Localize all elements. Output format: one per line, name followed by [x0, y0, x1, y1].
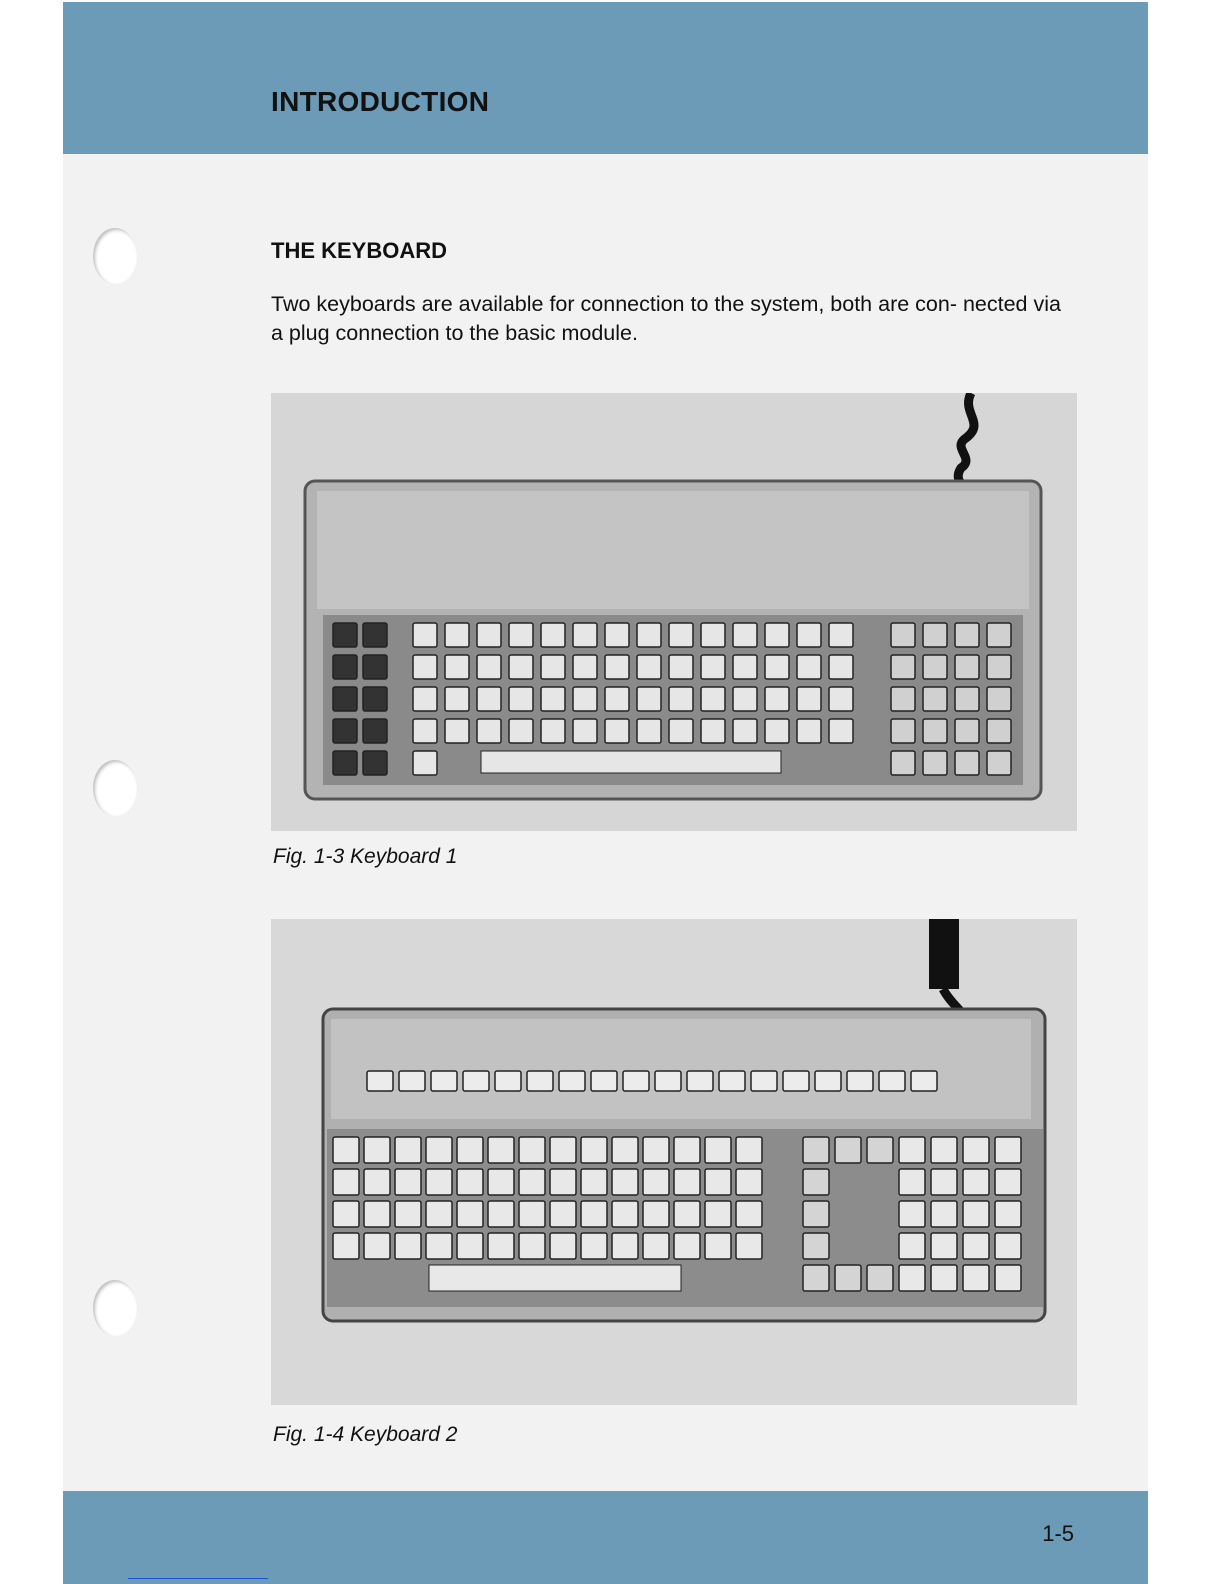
key-shape — [674, 1201, 700, 1227]
key-shape — [995, 1137, 1021, 1163]
key-shape — [643, 1201, 669, 1227]
key-shape — [395, 1233, 421, 1259]
key-shape — [541, 655, 565, 679]
key-shape — [891, 751, 915, 775]
key-shape — [829, 687, 853, 711]
key-shape — [581, 1233, 607, 1259]
key-shape — [457, 1233, 483, 1259]
key-shape — [581, 1137, 607, 1163]
keyboard-2-illustration — [271, 919, 1077, 1405]
key-shape — [765, 719, 789, 743]
key-shape — [987, 655, 1011, 679]
key-shape — [637, 719, 661, 743]
key-shape — [573, 719, 597, 743]
key-shape — [605, 623, 629, 647]
key-shape — [923, 687, 947, 711]
key-shape — [399, 1071, 425, 1091]
key-shape — [803, 1201, 829, 1227]
key-shape — [891, 623, 915, 647]
key-shape — [955, 719, 979, 743]
key-shape — [835, 1137, 861, 1163]
key-shape — [899, 1169, 925, 1195]
key-shape — [899, 1233, 925, 1259]
key-shape — [687, 1071, 713, 1091]
key-shape — [550, 1201, 576, 1227]
key-shape — [669, 655, 693, 679]
key-shape — [923, 623, 947, 647]
key-shape — [797, 655, 821, 679]
key-shape — [363, 751, 387, 775]
key-shape — [363, 719, 387, 743]
key-shape — [426, 1137, 452, 1163]
key-shape — [581, 1201, 607, 1227]
header-band — [63, 2, 1148, 154]
key-shape — [477, 623, 501, 647]
key-shape — [931, 1169, 957, 1195]
key-shape — [643, 1137, 669, 1163]
key-shape — [541, 623, 565, 647]
key-shape — [643, 1233, 669, 1259]
key-shape — [363, 655, 387, 679]
key-shape — [519, 1169, 545, 1195]
key-shape — [457, 1201, 483, 1227]
key-shape — [803, 1265, 829, 1291]
key-shape — [987, 687, 1011, 711]
key-shape — [701, 687, 725, 711]
key-shape — [963, 1169, 989, 1195]
key-shape — [367, 1071, 393, 1091]
key-shape — [413, 751, 437, 775]
key-shape — [829, 623, 853, 647]
key-shape — [573, 623, 597, 647]
key-shape — [519, 1201, 545, 1227]
key-shape — [891, 687, 915, 711]
key-shape — [333, 1169, 359, 1195]
key-shape — [911, 1071, 937, 1091]
key-shape — [963, 1137, 989, 1163]
key-shape — [995, 1265, 1021, 1291]
key-shape — [931, 1233, 957, 1259]
key-shape — [674, 1233, 700, 1259]
key-shape — [995, 1169, 1021, 1195]
key-shape — [891, 655, 915, 679]
key-shape — [733, 687, 757, 711]
key-shape — [963, 1201, 989, 1227]
key-shape — [797, 719, 821, 743]
key-shape — [803, 1169, 829, 1195]
keyboard-1-photo — [271, 393, 1077, 831]
key-shape — [605, 719, 629, 743]
chapter-title: INTRODUCTION — [271, 86, 490, 117]
key-shape — [509, 655, 533, 679]
key-shape — [573, 687, 597, 711]
key-shape — [477, 719, 501, 743]
key-shape — [426, 1233, 452, 1259]
key-shape — [705, 1201, 731, 1227]
space-bar-shape — [429, 1265, 681, 1291]
key-shape — [995, 1201, 1021, 1227]
key-shape — [669, 719, 693, 743]
key-shape — [765, 623, 789, 647]
key-shape — [445, 719, 469, 743]
key-shape — [364, 1169, 390, 1195]
key-shape — [931, 1137, 957, 1163]
key-shape — [395, 1137, 421, 1163]
key-shape — [995, 1233, 1021, 1259]
key-shape — [519, 1137, 545, 1163]
key-shape — [488, 1169, 514, 1195]
binder-hole-middle — [93, 760, 137, 816]
key-shape — [701, 623, 725, 647]
key-shape — [333, 1201, 359, 1227]
key-shape — [477, 687, 501, 711]
key-shape — [333, 719, 357, 743]
key-shape — [457, 1137, 483, 1163]
key-shape — [605, 655, 629, 679]
key-shape — [519, 1233, 545, 1259]
key-shape — [751, 1071, 777, 1091]
key-shape — [550, 1233, 576, 1259]
key-shape — [783, 1071, 809, 1091]
key-shape — [815, 1071, 841, 1091]
key-shape — [803, 1233, 829, 1259]
key-shape — [923, 751, 947, 775]
key-shape — [705, 1137, 731, 1163]
key-shape — [363, 623, 387, 647]
key-shape — [797, 687, 821, 711]
key-shape — [605, 687, 629, 711]
key-shape — [797, 623, 821, 647]
key-shape — [413, 623, 437, 647]
key-shape — [879, 1071, 905, 1091]
key-shape — [931, 1201, 957, 1227]
key-shape — [829, 719, 853, 743]
space-bar-shape — [481, 751, 781, 773]
key-shape — [612, 1169, 638, 1195]
key-shape — [891, 719, 915, 743]
key-shape — [955, 655, 979, 679]
key-shape — [736, 1233, 762, 1259]
key-shape — [674, 1137, 700, 1163]
key-shape — [509, 623, 533, 647]
key-shape — [591, 1071, 617, 1091]
key-shape — [733, 655, 757, 679]
key-shape — [333, 1233, 359, 1259]
figure-1-caption: Fig. 1-3 Keyboard 1 — [273, 845, 458, 868]
keyboard-2-photo — [271, 919, 1077, 1405]
key-shape — [333, 1137, 359, 1163]
key-shape — [655, 1071, 681, 1091]
key-shape — [637, 655, 661, 679]
key-shape — [899, 1137, 925, 1163]
key-shape — [364, 1201, 390, 1227]
page-number: 1-5 — [1042, 1521, 1074, 1546]
key-shape — [955, 623, 979, 647]
key-shape — [643, 1169, 669, 1195]
key-shape — [867, 1137, 893, 1163]
manual-page — [63, 2, 1148, 1584]
key-shape — [705, 1169, 731, 1195]
key-shape — [955, 687, 979, 711]
key-shape — [541, 719, 565, 743]
key-shape — [431, 1071, 457, 1091]
key-shape — [923, 655, 947, 679]
key-shape — [637, 623, 661, 647]
key-shape — [488, 1137, 514, 1163]
key-shape — [931, 1265, 957, 1291]
keyboard-1-illustration — [271, 393, 1077, 831]
key-shape — [719, 1071, 745, 1091]
key-shape — [527, 1071, 553, 1091]
binder-hole-bottom — [93, 1280, 137, 1336]
intro-paragraph: Two keyboards are available for connection to the system, both are con- nected via a plug connection to the basic module. — [271, 292, 1061, 345]
key-shape — [701, 719, 725, 743]
key-shape — [963, 1233, 989, 1259]
key-shape — [963, 1265, 989, 1291]
key-shape — [550, 1137, 576, 1163]
key-shape — [395, 1201, 421, 1227]
key-shape — [581, 1169, 607, 1195]
key-shape — [829, 655, 853, 679]
key-shape — [637, 687, 661, 711]
key-shape — [488, 1233, 514, 1259]
key-shape — [612, 1201, 638, 1227]
footer-band — [63, 1491, 1148, 1584]
key-shape — [488, 1201, 514, 1227]
key-shape — [733, 623, 757, 647]
key-shape — [705, 1233, 731, 1259]
key-shape — [333, 623, 357, 647]
key-shape — [765, 655, 789, 679]
key-shape — [987, 719, 1011, 743]
key-shape — [736, 1137, 762, 1163]
underline-mark — [128, 1578, 268, 1579]
key-shape — [987, 623, 1011, 647]
key-shape — [736, 1201, 762, 1227]
key-shape — [623, 1071, 649, 1091]
key-shape — [445, 687, 469, 711]
key-shape — [701, 655, 725, 679]
key-shape — [669, 623, 693, 647]
key-shape — [509, 719, 533, 743]
key-shape — [847, 1071, 873, 1091]
key-shape — [550, 1169, 576, 1195]
key-shape — [955, 751, 979, 775]
key-shape — [612, 1137, 638, 1163]
key-shape — [333, 751, 357, 775]
key-shape — [736, 1169, 762, 1195]
key-shape — [413, 687, 437, 711]
key-shape — [413, 719, 437, 743]
key-shape — [541, 687, 565, 711]
key-shape — [426, 1201, 452, 1227]
key-shape — [923, 719, 947, 743]
key-shape — [364, 1233, 390, 1259]
key-shape — [573, 655, 597, 679]
key-shape — [463, 1071, 489, 1091]
key-shape — [363, 687, 387, 711]
key-shape — [835, 1265, 861, 1291]
key-shape — [559, 1071, 585, 1091]
key-shape — [364, 1137, 390, 1163]
key-shape — [765, 687, 789, 711]
key-shape — [987, 751, 1011, 775]
key-shape — [426, 1169, 452, 1195]
key-shape — [509, 687, 533, 711]
key-shape — [445, 655, 469, 679]
key-shape — [899, 1201, 925, 1227]
key-shape — [395, 1169, 421, 1195]
key-shape — [457, 1169, 483, 1195]
key-shape — [867, 1265, 893, 1291]
key-shape — [333, 687, 357, 711]
key-shape — [733, 719, 757, 743]
key-shape — [333, 655, 357, 679]
key-shape — [612, 1233, 638, 1259]
key-shape — [899, 1265, 925, 1291]
key-shape — [674, 1169, 700, 1195]
figure-2-caption: Fig. 1-4 Keyboard 2 — [273, 1423, 458, 1446]
section-heading: THE KEYBOARD — [271, 238, 448, 263]
key-shape — [413, 655, 437, 679]
key-shape — [445, 623, 469, 647]
binder-hole-top — [93, 228, 137, 284]
key-shape — [803, 1137, 829, 1163]
key-shape — [477, 655, 501, 679]
key-shape — [495, 1071, 521, 1091]
key-shape — [669, 687, 693, 711]
